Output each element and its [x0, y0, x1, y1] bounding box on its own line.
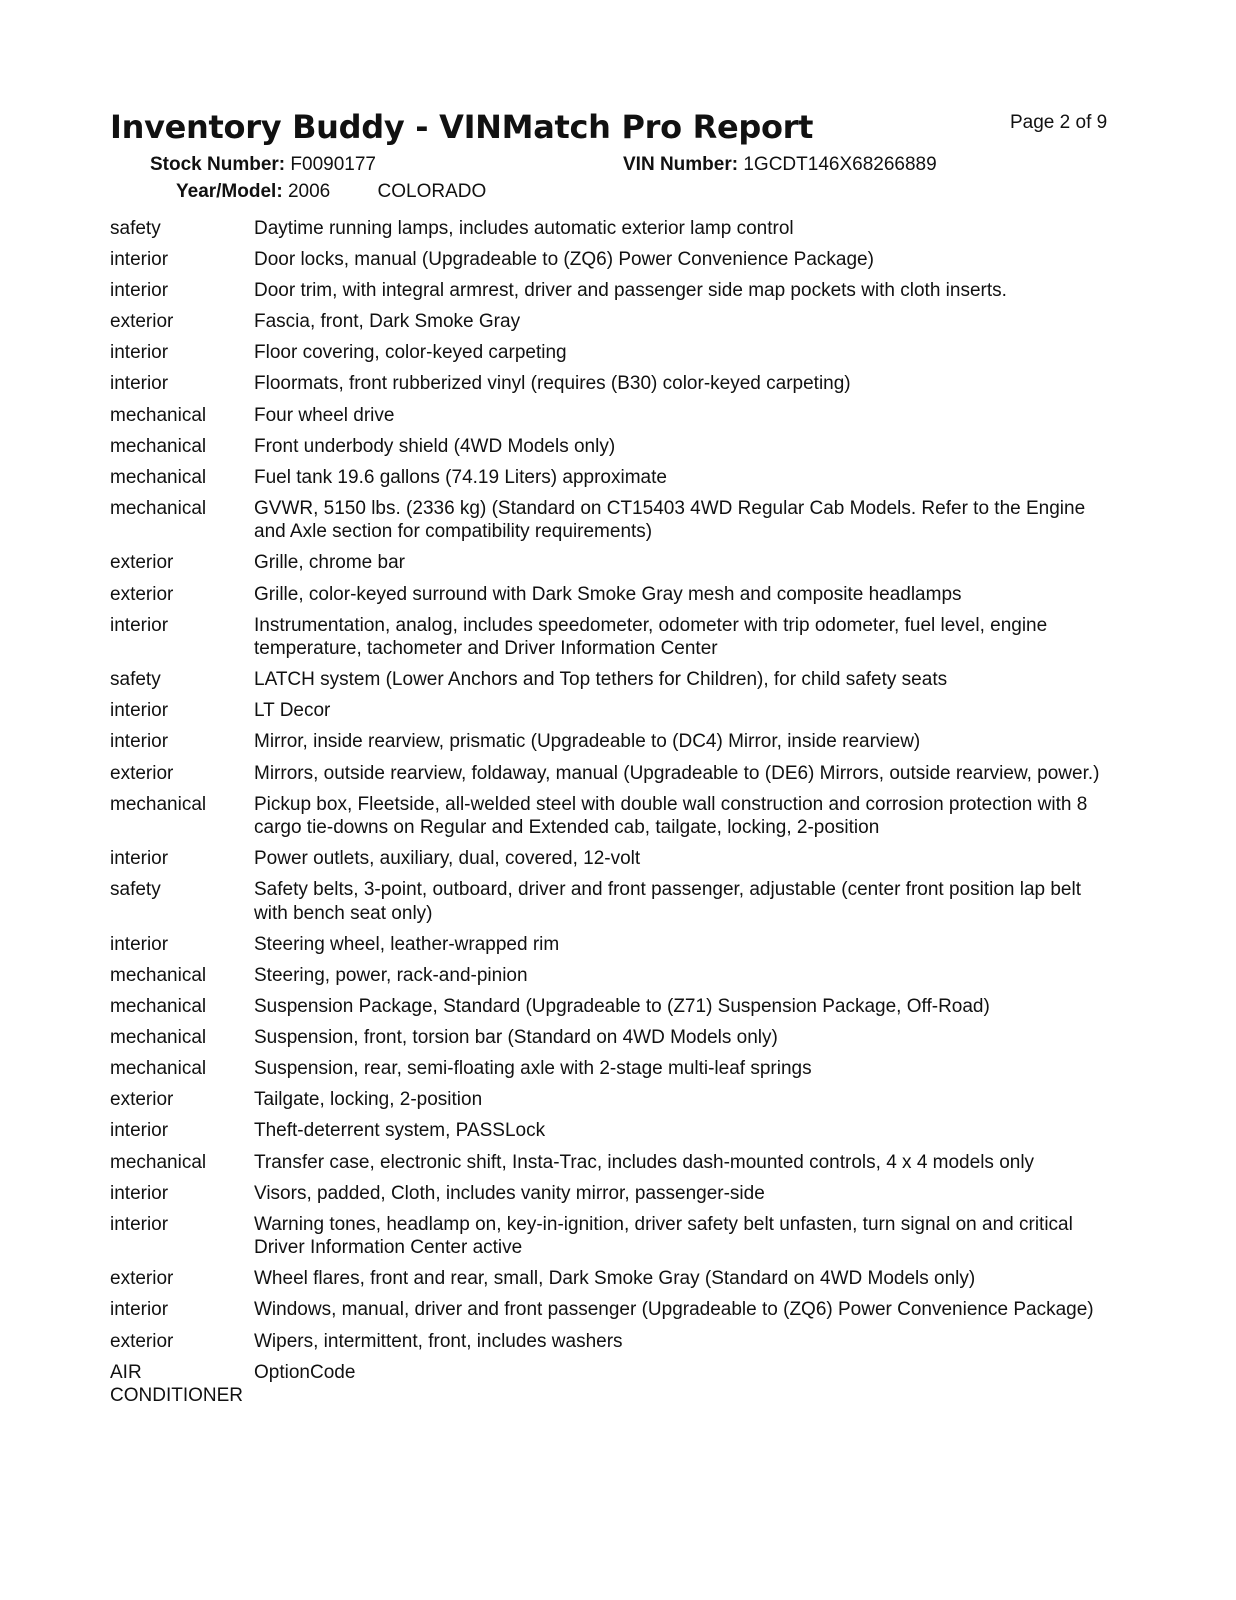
item-description: Mirrors, outside rearview, foldaway, manual (Upgradeable to (DE6) Mirrors, outside rearview, power.) [254, 762, 1100, 784]
vin-number-value: 1GCDT146X68266889 [743, 154, 937, 175]
item-category: mechanical [110, 964, 207, 986]
list-item [110, 730, 1110, 754]
item-description: Door trim, with integral armrest, driver and passenger side map pockets with cloth inserts. [254, 280, 1007, 302]
item-description: Four wheel drive [254, 404, 395, 426]
item-category: exterior [110, 1330, 174, 1352]
item-description: Front underbody shield (4WD Models only) [254, 435, 616, 457]
list-item [110, 762, 1110, 786]
vin-number-row [623, 154, 937, 176]
item-description: Suspension, rear, semi-floating axle with 2-stage multi-leaf springs [254, 1058, 812, 1080]
item-category: exterior [110, 552, 174, 574]
list-item [110, 341, 1110, 365]
item-description: Steering, power, rack-and-pinion [254, 964, 528, 986]
item-category: interior [110, 700, 169, 722]
list-item [110, 1298, 1110, 1322]
list-item [110, 793, 1110, 840]
list-item [110, 1057, 1110, 1081]
year-value: 2006 [287, 181, 331, 202]
vin-number-label: VIN Number: [623, 154, 739, 175]
item-description: Suspension, front, torsion bar (Standard on 4WD Models only) [254, 1027, 778, 1049]
item-category: mechanical [110, 435, 207, 457]
item-description: Wheel flares, front and rear, small, Dark Smoke Gray (Standard on 4WD Models only) [254, 1268, 976, 1290]
item-category: mechanical [110, 404, 207, 426]
list-item [110, 372, 1110, 396]
item-category: interior [110, 933, 169, 955]
list-item [110, 614, 1110, 661]
model-value: COLORADO [377, 181, 487, 202]
list-item [110, 1119, 1110, 1143]
list-item [110, 878, 1110, 925]
item-description: Theft-deterrent system, PASSLock [254, 1120, 546, 1142]
item-category: AIR CONDITIONER [110, 1361, 243, 1407]
item-category: safety [110, 879, 161, 901]
item-description: Fuel tank 19.6 gallons (74.19 Liters) approximate [254, 466, 667, 488]
list-item [110, 668, 1110, 692]
list-item [110, 217, 1110, 241]
item-description: Tailgate, locking, 2-position [254, 1089, 483, 1111]
item-description: LT Decor [254, 700, 331, 722]
list-item [110, 995, 1110, 1019]
list-item [110, 1088, 1110, 1112]
list-item [110, 933, 1110, 957]
item-category: interior [110, 1120, 169, 1142]
item-description: Grille, color-keyed surround with Dark Smoke Gray mesh and composite headlamps [254, 583, 962, 605]
list-item [110, 1151, 1110, 1175]
list-item [110, 310, 1110, 334]
item-description: Steering wheel, leather-wrapped rim [254, 933, 560, 955]
page-number: Page 2 of 9 [1010, 112, 1108, 133]
item-description: Warning tones, headlamp on, key-in-ignition, driver safety belt unfasten, turn signal on and critical Driver Information Center active [254, 1213, 1073, 1259]
report-title: Inventory Buddy - VINMatch Pro Report [110, 108, 814, 146]
list-item [110, 551, 1110, 575]
item-description: Visors, padded, Cloth, includes vanity mirror, passenger-side [254, 1182, 765, 1204]
year-model-row [176, 181, 486, 203]
item-category: exterior [110, 762, 174, 784]
list-item [110, 699, 1110, 723]
item-description: Windows, manual, driver and front passenger (Upgradeable to (ZQ6) Power Convenience Package) [254, 1299, 1094, 1321]
item-category: exterior [110, 1268, 174, 1290]
item-category: interior [110, 373, 169, 395]
item-category: interior [110, 249, 169, 271]
item-description: Safety belts, 3-point, outboard, driver and front passenger, adjustable (center front position lap belt with bench seat only) [254, 879, 1082, 924]
year-model-label: Year/Model: [176, 181, 283, 202]
list-item [110, 1026, 1110, 1050]
item-category: exterior [110, 311, 174, 333]
item-category: exterior [110, 1089, 174, 1111]
stock-number-label: Stock Number: [150, 154, 286, 175]
item-description: Fascia, front, Dark Smoke Gray [254, 311, 521, 333]
item-description: Transfer case, electronic shift, Insta-Trac, includes dash-mounted controls, 4 x 4 models only [254, 1151, 1035, 1173]
list-item [110, 466, 1110, 490]
list-item [110, 248, 1110, 272]
list-item [110, 435, 1110, 459]
item-description: Power outlets, auxiliary, dual, covered, 12-volt [254, 848, 641, 870]
list-item [110, 1182, 1110, 1206]
list-item [110, 1330, 1110, 1354]
item-description: LATCH system (Lower Anchors and Top tethers for Children), for child safety seats [254, 669, 948, 691]
item-description: Mirror, inside rearview, prismatic (Upgradeable to (DC4) Mirror, inside rearview) [254, 731, 921, 753]
stock-number-row [150, 154, 376, 176]
list-item [110, 847, 1110, 871]
item-description: Daytime running lamps, includes automatic exterior lamp control [254, 218, 794, 239]
item-description: Instrumentation, analog, includes speedometer, odometer with trip odometer, fuel level, engine temperature, tachometer and Driver Information Center [254, 614, 1048, 660]
item-description: Floor covering, color-keyed carpeting [254, 342, 567, 364]
item-description: Pickup box, Fleetside, all-welded steel with double wall construction and corrosion protection with 8 cargo tie-downs on Regular and Extended cab, tailgate, locking, 2-position [254, 793, 1088, 839]
item-category: mechanical [110, 497, 207, 519]
item-description: Door locks, manual (Upgradeable to (ZQ6) Power Convenience Package) [254, 249, 874, 271]
item-category: mechanical [110, 1151, 207, 1173]
item-description: Floormats, front rubberized vinyl (requires (B30) color-keyed carpeting) [254, 373, 851, 395]
item-description: Suspension Package, Standard (Upgradeable to (Z71) Suspension Package, Off-Road) [254, 996, 990, 1018]
item-description: GVWR, 5150 lbs. (2336 kg) (Standard on CT15403 4WD Regular Cab Models. Refer to the Engine and Axle section for compatibility requirements) [254, 497, 1086, 543]
list-item [110, 279, 1110, 303]
feature-list [110, 217, 1110, 1415]
item-category: interior [110, 342, 169, 364]
item-category: mechanical [110, 1058, 207, 1080]
list-item [110, 404, 1110, 428]
item-category: interior [110, 1213, 169, 1235]
list-item [110, 1213, 1110, 1260]
item-description: OptionCode [254, 1361, 356, 1383]
item-description: Grille, chrome bar [254, 552, 405, 574]
list-item [110, 1361, 1110, 1408]
item-category: safety [110, 218, 161, 239]
list-item [110, 583, 1110, 607]
item-category: interior [110, 614, 169, 636]
item-category: interior [110, 731, 169, 753]
item-category: interior [110, 848, 169, 870]
item-category: mechanical [110, 793, 207, 815]
item-category: mechanical [110, 466, 207, 488]
item-category: safety [110, 669, 161, 691]
item-category: mechanical [110, 996, 207, 1018]
item-description: Wipers, intermittent, front, includes washers [254, 1330, 623, 1352]
list-item [110, 1267, 1110, 1291]
item-category: interior [110, 1182, 169, 1204]
item-category: mechanical [110, 1027, 207, 1049]
item-category: exterior [110, 583, 174, 605]
item-category: interior [110, 280, 169, 302]
item-category: interior [110, 1299, 169, 1321]
list-item [110, 964, 1110, 988]
list-item [110, 497, 1110, 544]
stock-number-value: F0090177 [290, 154, 376, 175]
